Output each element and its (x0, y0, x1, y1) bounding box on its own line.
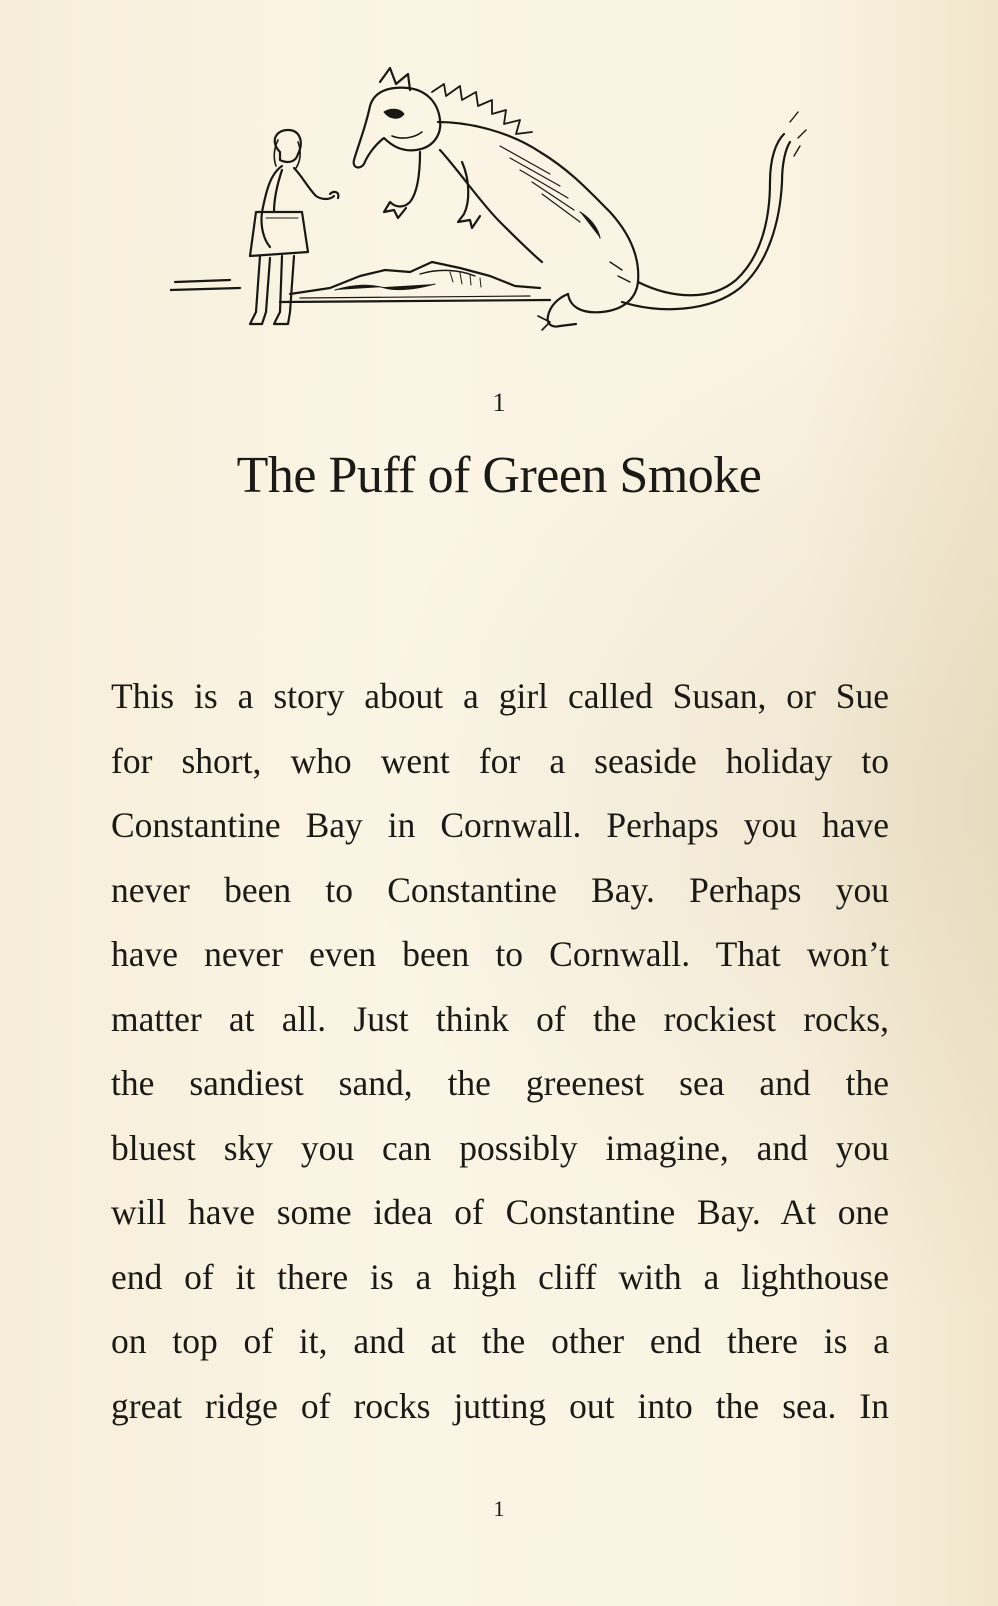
chapter-body-text (111, 664, 889, 1438)
dragon-drawing (354, 68, 806, 330)
chapter-number: 1 (492, 388, 506, 417)
body-line: the sandiest sand, the greenest sea and the (111, 1063, 889, 1103)
chapter-title: The Puff of Green Smoke (236, 447, 762, 504)
body-line: on top of it, and at the other end there is a (111, 1321, 889, 1361)
girl-drawing (250, 130, 338, 324)
girl-and-dragon-illustration (170, 62, 830, 352)
body-line: great ridge of rocks jutting out into the sea. In (111, 1385, 889, 1426)
body-line: This is a story about a girl called Susan, or Sue (111, 676, 889, 716)
body-line: Constantine Bay in Cornwall. Perhaps you have (111, 805, 889, 845)
body-line: for short, who went for a seaside holiday to (111, 740, 889, 781)
body-line: have never even been to Cornwall. That won’t (111, 934, 889, 974)
body-line: will have some idea of Constantine Bay. At one (111, 1192, 889, 1232)
body-line: matter at all. Just think of the rockiest rocks, (111, 998, 889, 1039)
body-line: never been to Constantine Bay. Perhaps you (111, 869, 889, 910)
page-number: 1 (493, 1496, 505, 1521)
body-line: bluest sky you can possibly imagine, and you (111, 1127, 889, 1168)
rocks-drawing (170, 262, 550, 302)
body-line: end of it there is a high cliff with a lighthouse (111, 1256, 889, 1297)
